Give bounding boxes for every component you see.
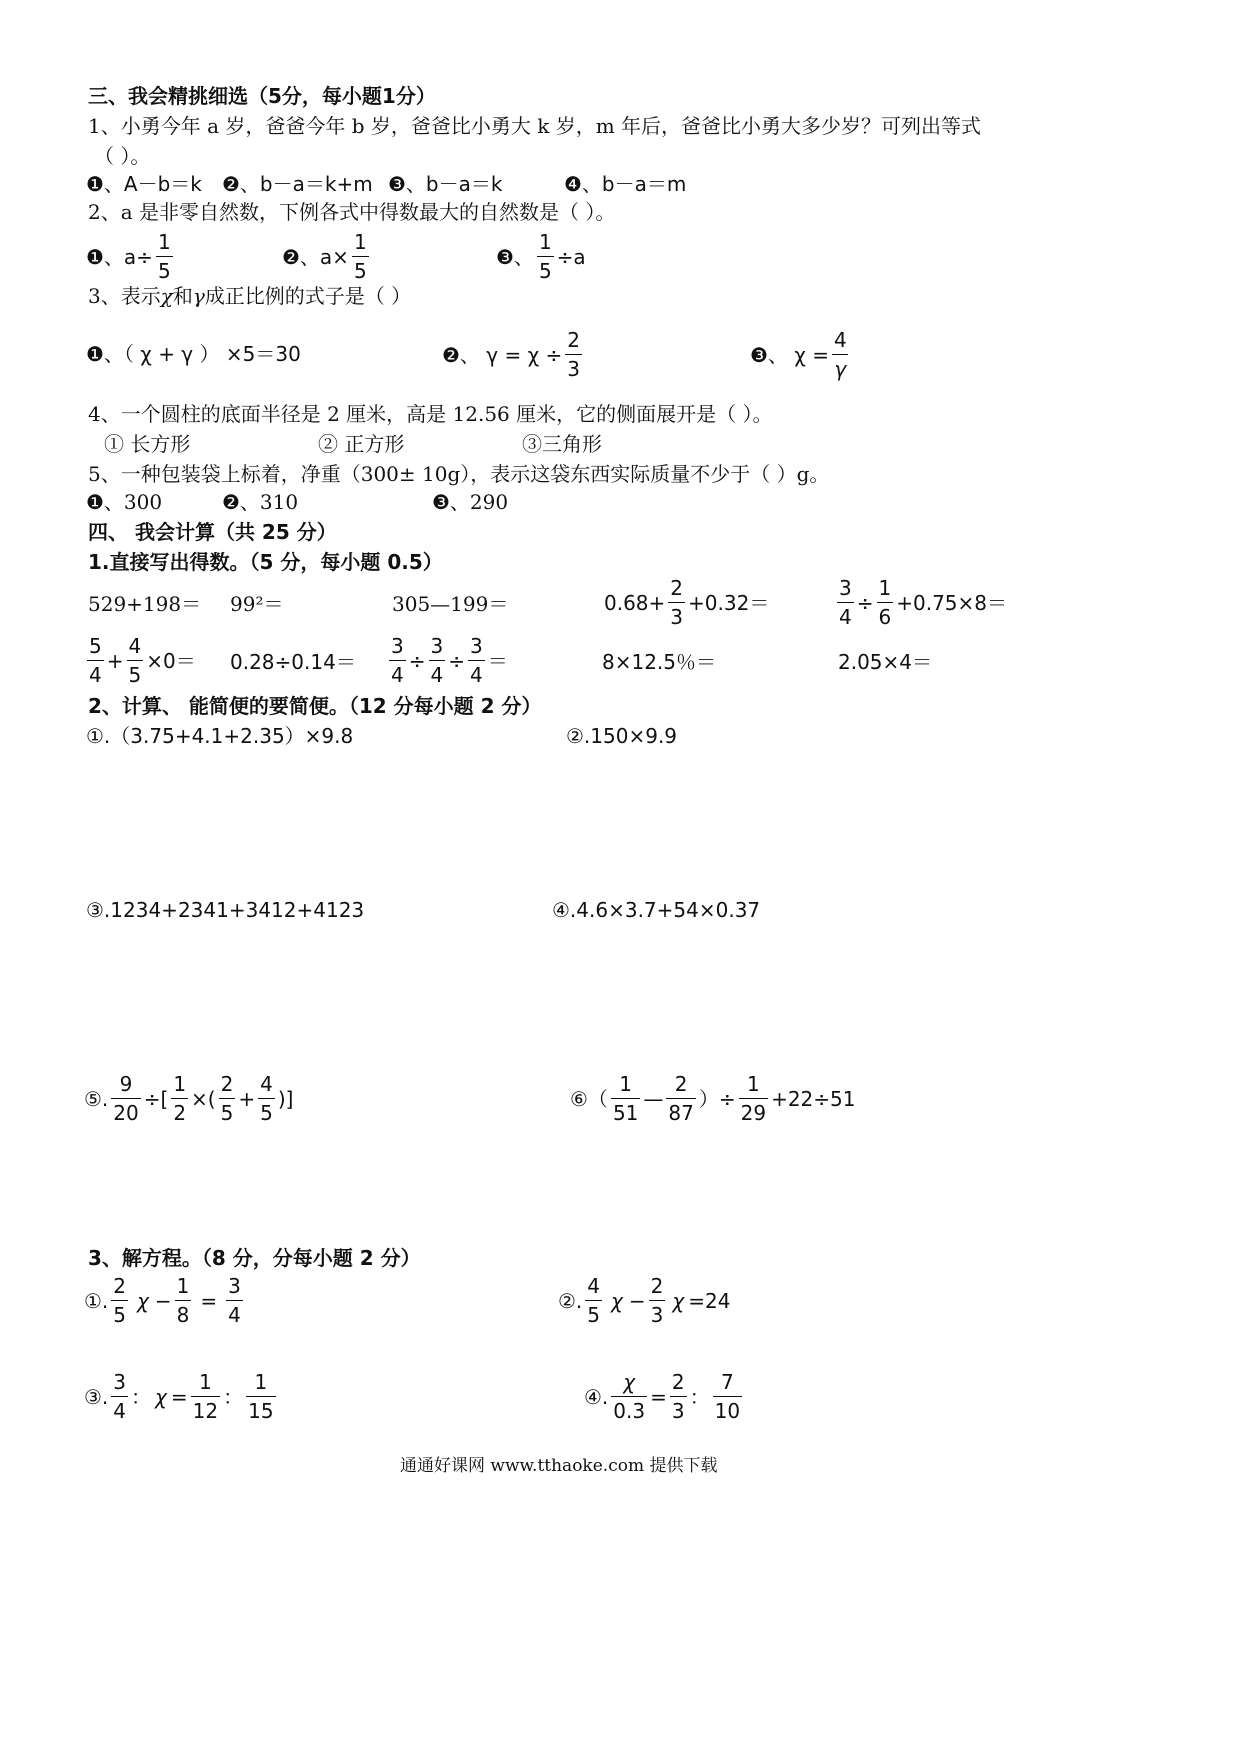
page-footer: 通通好课网 www.tthaoke.com 提供下载 (400, 1456, 718, 1476)
simplify-4: ④.4.6×3.7+54×0.37 (552, 898, 761, 922)
calc-2-5: 2.05×4＝ (838, 650, 933, 674)
q4-stem: 4、一个圆柱的底面半径是 2 厘米，高是 12.56 厘米，它的侧面展开是（ ）。 (88, 402, 773, 426)
q1-stem: 1、小勇今年 a 岁，爸爸今年 b 岁，爸爸比小勇大 k 岁，m 年后，爸爸比小勇大多少岁？可列出等式 (88, 114, 982, 138)
equation-3: ③. 3 4 ： χ = $\frac{1}{12}$ ： 1 15 (84, 1370, 274, 1423)
calc-2-4: 8×12.5％＝ (602, 650, 717, 674)
simplify-3: ③.1234+2341+3412+4123 (86, 898, 365, 922)
simplify-6: ⑥（ 1 51 — 2 87 ）÷ $\frac{1}{29}$ +22÷51 (570, 1072, 856, 1125)
calc-1-5: $\frac{3}{4}$ ÷ $\frac{1}{6}$ +0.75×8＝ (839, 576, 1008, 629)
simplify-5: ⑤. $\frac{9}{20}$ ÷[ $\frac{1}{2}$ ×( 2 5 + $\frac{4}{5}$ )] (84, 1072, 294, 1125)
q4-option-2: ② 正方形 (318, 432, 405, 456)
equation-1: ①. 2 5 χ − $\frac{1}{8}$ = $\frac{3}{4}$ (84, 1274, 241, 1327)
simplify-1: ①.（3.75+4.1+2.35）×9.8 (86, 724, 354, 748)
q5-option-3: ❸、290 (432, 490, 509, 514)
part-1-title: 1.直接写出得数。（5 分，每小题 0.5） (88, 550, 443, 574)
q2-option-1: ❶、a÷ $\frac{1}{5}$ (86, 230, 171, 283)
q1-option-3: ❸、b－a＝k (388, 172, 503, 196)
section-4-title: 四、 我会计算（共 25 分） (88, 520, 337, 544)
q3-option-2: ❷、 γ = χ ÷ $\frac{2}{3}$ (442, 328, 580, 381)
q3-stem: 3、表示χ和γ成正比例的式子是（ ） (88, 284, 412, 308)
calc-1-2: 99²＝ (230, 592, 284, 616)
q2-stem: 2、a 是非零自然数，下例各式中得数最大的自然数是（ ）。 (88, 200, 616, 224)
q1-option-1: ❶、A－b＝k (86, 172, 202, 196)
q4-option-3: ③三角形 (522, 432, 602, 456)
calc-2-1: 5 4 + $\frac{4}{5}$ ×0＝ (89, 634, 196, 687)
simplify-2: ②.150×9.9 (566, 724, 678, 748)
q2-option-3: ❸、 $\frac{1}{5}$ ÷a (496, 230, 586, 283)
part-3-title: 3、解方程。（8 分，分每小题 2 分） (88, 1246, 421, 1270)
q5-option-2: ❷、310 (222, 490, 299, 514)
calc-1-4: 0.68+ $\frac{2}{3}$ +0.32＝ (604, 576, 770, 629)
q5-option-1: ❶、300 (86, 490, 163, 514)
part-2-title: 2、计算、 能简便的要简便。（12 分每小题 2 分） (88, 694, 542, 718)
q5-stem: 5、一种包装袋上标着，净重（300± 10g），表示这袋东西实际质量不少于（ ）g。 (88, 462, 830, 486)
equation-2: ②. 4 5 χ − $\frac{2}{3}$ χ =24 (558, 1274, 731, 1327)
q3-option-1: ❶、（ χ + γ ） ×5＝30 (86, 342, 301, 366)
q4-option-1: ① 长方形 (104, 432, 191, 456)
q1-option-4: ❹、b－a＝m (564, 172, 687, 196)
calc-2-3: $\frac{3}{4}$ ÷ $\frac{3}{4}$ ÷ $\frac{3}{4}$ ＝ (391, 634, 508, 687)
q1-option-2: ❷、b－a＝k+m (222, 172, 373, 196)
calc-1-3: 305—199＝ (392, 592, 509, 616)
calc-1-1: 529+198＝ (88, 592, 202, 616)
q3-option-3: ❸、 χ = $\frac{4}{\gamma}$ (750, 328, 847, 381)
q1-blank: （ ）。 (94, 144, 151, 168)
calc-2-2: 0.28÷0.14＝ (230, 650, 356, 674)
equation-4: ④. $\frac{\chi}{0.3}$ = $\frac{2}{3}$ ： 7 10 (584, 1370, 741, 1423)
q2-option-2: ❷、a× $\frac{1}{5}$ (282, 230, 367, 283)
section-3-title: 三、我会精挑细选（5分，每小题1分） (88, 84, 436, 108)
